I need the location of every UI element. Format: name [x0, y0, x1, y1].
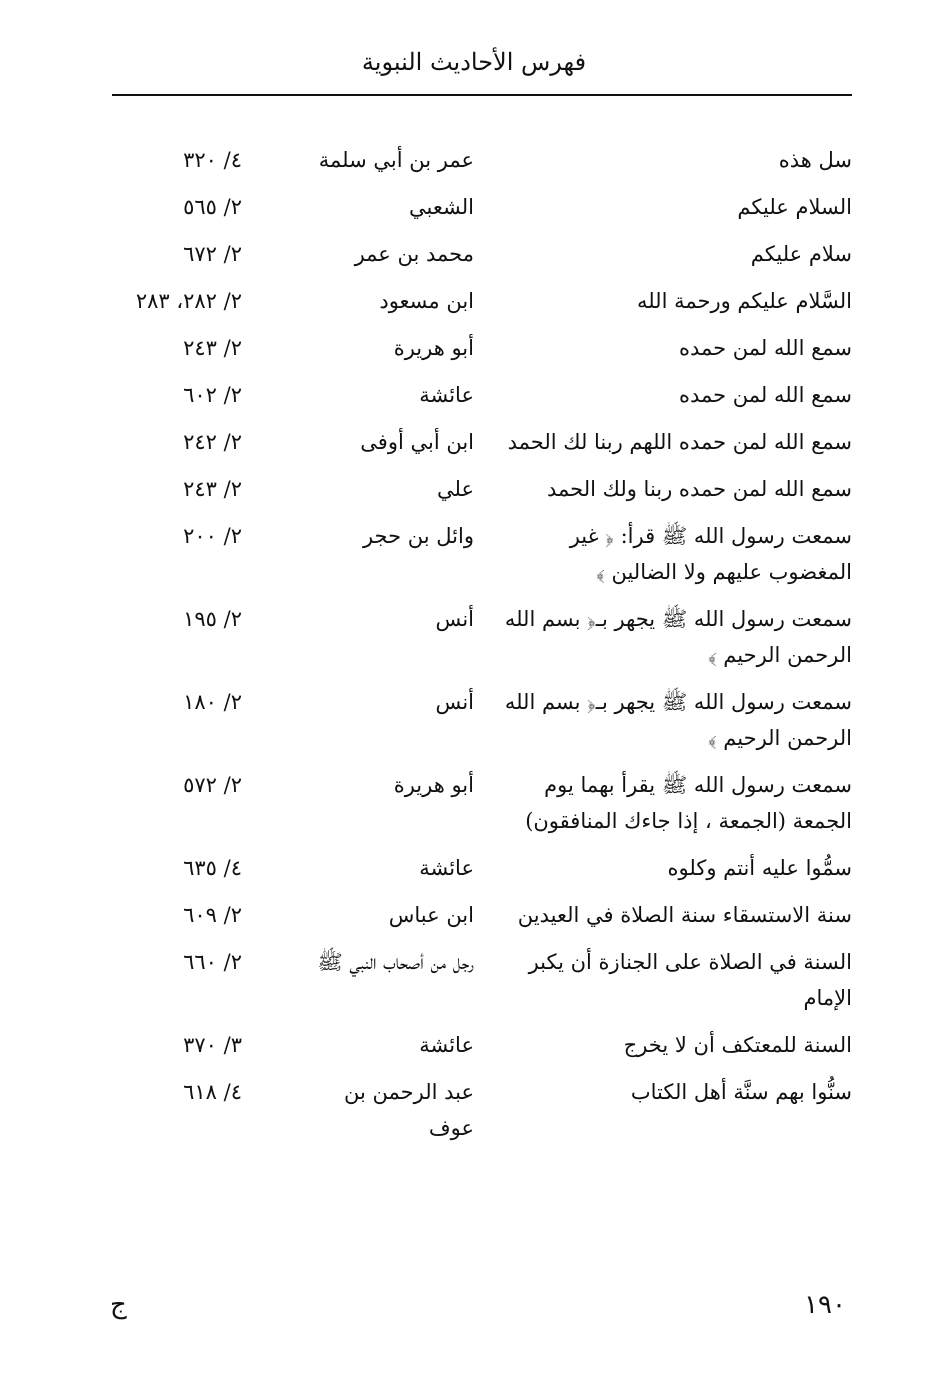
index-row	[112, 136, 852, 183]
narrator-name: عائشة	[419, 1033, 474, 1057]
hadith-text: سمعت رسول الله ﷺ يجهر بـ﴿ بسم الله الرحمن الرحيم ﴾	[504, 690, 852, 750]
index-row	[112, 371, 852, 418]
volume-page-reference: ٢/ ٥٧٢	[183, 773, 242, 797]
hadith-text: سمع الله لمن حمده	[678, 383, 852, 407]
volume-page-reference: ٢/ ٢٤٣	[183, 336, 242, 360]
hadith-text: السلام عليكم	[737, 195, 852, 219]
volume-page-reference: ٢/ ٢٤٣	[183, 477, 242, 501]
index-row	[112, 465, 852, 512]
narrator-name: أنس	[435, 690, 474, 714]
narrator-name: عائشة	[419, 856, 474, 880]
narrator-name: الشعبي	[409, 195, 474, 219]
hadith-text: سمعت رسول الله ﷺ يجهر بـ﴿ بسم الله الرحمن الرحيم ﴾	[504, 607, 852, 667]
index-row	[112, 418, 852, 465]
hadith-text: سمع الله لمن حمده	[678, 336, 852, 360]
index-row	[112, 324, 852, 371]
narrator-name: ابن مسعود	[379, 289, 474, 313]
hadith-text: سمُّوا عليه أنتم وكلوه	[667, 856, 852, 880]
volume-page-reference: ٢/ ٢٠٠	[183, 524, 242, 548]
hadith-text: سمع الله لمن حمده ربنا ولك الحمد	[547, 477, 852, 501]
volume-page-reference: ٢/ ٦٦٠	[183, 950, 242, 974]
volume-page-reference: ٢/ ١٨٠	[183, 690, 242, 714]
index-row	[112, 761, 852, 844]
hadith-text: السَّلام عليكم ورحمة الله	[636, 289, 852, 313]
index-row	[112, 1021, 852, 1068]
index-row	[112, 277, 852, 324]
volume-page-reference: ٤/ ٦١٨	[183, 1080, 242, 1104]
index-row	[112, 183, 852, 230]
narrator-name: محمد بن عمر	[354, 242, 474, 266]
volume-page-reference: ٢/ ٦٠٩	[183, 903, 242, 927]
hadith-text: سمع الله لمن حمده اللهم ربنا لك الحمد	[507, 430, 852, 454]
index-row	[112, 938, 852, 1021]
index-row	[112, 230, 852, 277]
narrator-name: عمر بن أبي سلمة	[318, 148, 474, 172]
hadith-text: سمعت رسول الله ﷺ قرأ: ﴿ غير المغضوب عليهم ولا الضالين ﴾	[569, 524, 852, 584]
volume-page-reference: ٢/ ٢٨٢، ٢٨٣	[135, 289, 242, 313]
volume-page-reference: ٤/ ٦٣٥	[183, 856, 242, 880]
narrator-name: أنس	[435, 607, 474, 631]
hadith-index-list	[112, 136, 852, 1151]
hadith-text: السنة في الصلاة على الجنازة أن يكبر الإمام	[528, 950, 852, 1010]
index-row	[112, 1068, 852, 1151]
volume-page-reference: ٢/ ٦٧٢	[183, 242, 242, 266]
narrator-name: ابن عباس	[388, 903, 474, 927]
page-title: فهرس الأحاديث النبوية	[361, 48, 587, 76]
index-row	[112, 844, 852, 891]
volume-page-reference: ٣/ ٣٧٠	[183, 1033, 242, 1057]
volume-page-reference: ٢/ ٢٤٢	[183, 430, 242, 454]
index-row	[112, 512, 852, 595]
narrator-name: علي	[437, 477, 474, 501]
volume-page-reference: ٤/ ٣٢٠	[183, 148, 242, 172]
index-row	[112, 595, 852, 678]
hadith-text: سنُّوا بهم سنَّة أهل الكتاب	[630, 1080, 852, 1104]
hadith-text: سمعت رسول الله ﷺ يقرأ بهما يوم الجمعة (الجمعة ، إذا جاءك المنافقون)	[525, 773, 852, 833]
hadith-text: سل هذه	[778, 148, 852, 172]
narrator-name: ابن أبي أوفى	[360, 430, 474, 454]
index-row	[112, 678, 852, 761]
header-divider	[112, 94, 852, 96]
narrator-name: رجل من أصحاب النبي ﷺ	[317, 950, 474, 974]
volume-page-reference: ٢/ ٦٠٢	[183, 383, 242, 407]
narrator-name: أبو هريرة	[393, 336, 474, 360]
narrator-name: عبد الرحمن بن عوف	[344, 1080, 474, 1140]
signature-mark: ج	[110, 1290, 127, 1320]
index-row	[112, 891, 852, 938]
page-number: ١٩٠	[804, 1290, 846, 1320]
volume-page-reference: ٢/ ١٩٥	[183, 607, 242, 631]
narrator-name: أبو هريرة	[393, 773, 474, 797]
hadith-text: السنة للمعتكف أن لا يخرج	[623, 1033, 852, 1057]
volume-page-reference: ٢/ ٥٦٥	[183, 195, 242, 219]
hadith-text: سلام عليكم	[750, 242, 852, 266]
narrator-name: عائشة	[419, 383, 474, 407]
hadith-text: سنة الاستسقاء سنة الصلاة في العيدين	[517, 903, 852, 927]
narrator-name: وائل بن حجر	[362, 524, 474, 548]
